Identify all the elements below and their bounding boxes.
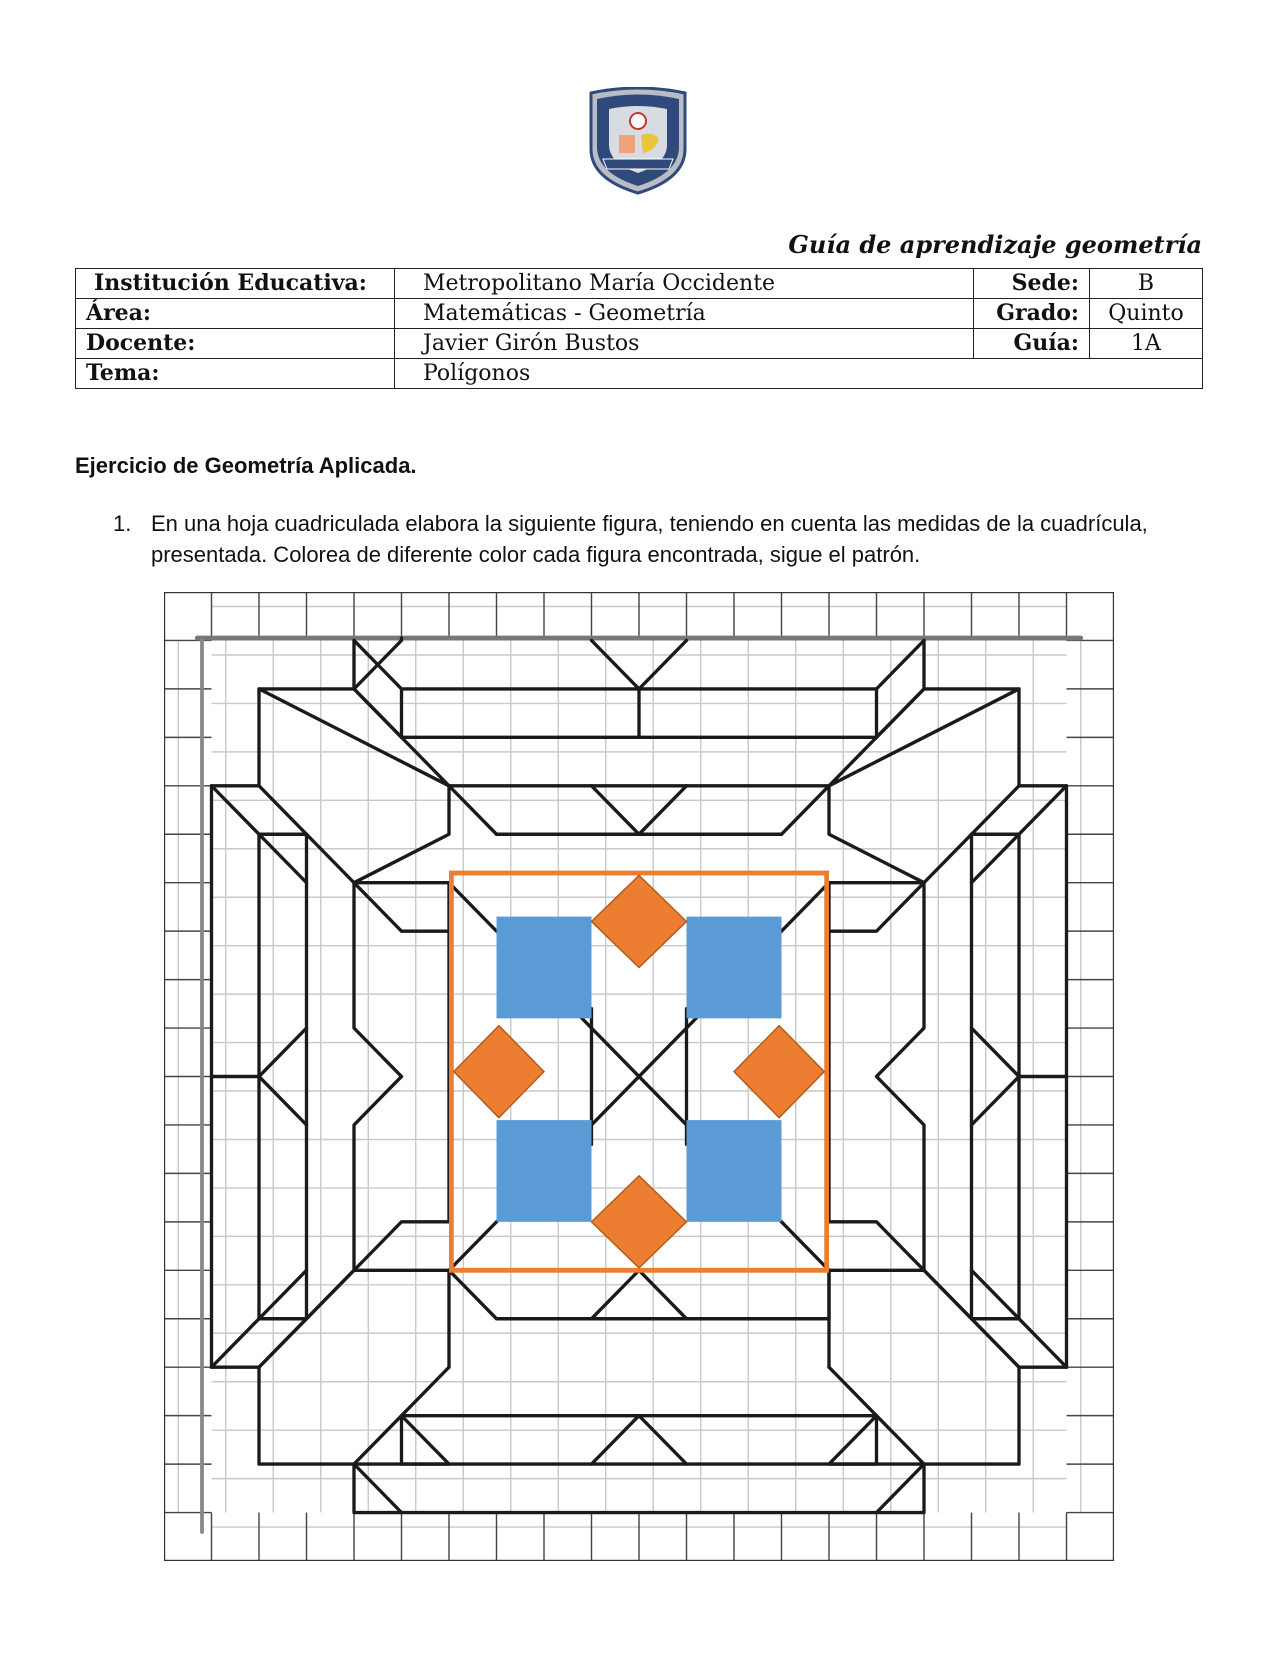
- table-row: [76, 359, 1203, 389]
- tema-label: Tema:: [76, 359, 395, 389]
- table-row: [76, 269, 1203, 299]
- geometry-pattern-figure: [164, 592, 1114, 1561]
- blue-square-bottom-right: [687, 1120, 782, 1222]
- table-row: [76, 329, 1203, 359]
- sede-value: B: [1090, 269, 1203, 299]
- blue-square-top-right: [687, 917, 782, 1019]
- item-number: 1.: [113, 511, 132, 536]
- guia-value: 1A: [1090, 329, 1203, 359]
- blue-square-bottom-left: [497, 1120, 592, 1222]
- grado-value: Quinto: [1090, 299, 1203, 329]
- blue-square-top-left: [497, 917, 592, 1019]
- info-table: [75, 268, 1203, 389]
- docente-value: Javier Girón Bustos: [395, 329, 974, 359]
- area-value: Matemáticas - Geometría: [395, 299, 974, 329]
- exercise-title: Ejercicio de Geometría Aplicada.: [75, 453, 417, 478]
- grado-label: Grado:: [974, 299, 1090, 329]
- sede-label: Sede:: [974, 269, 1090, 299]
- institution-value: Metropolitano María Occidente: [395, 269, 974, 299]
- guia-label: Guía:: [974, 329, 1090, 359]
- item-text: En una hoja cuadriculada elabora la siguiente figura, teniendo en cuenta las medidas de la cuadrícula, presentada. Colorea de diferente color cada figura encontrada, sigue el patrón.: [151, 511, 1148, 567]
- table-row: [76, 299, 1203, 329]
- tema-value: Polígonos: [395, 359, 1203, 389]
- docente-label: Docente:: [76, 329, 395, 359]
- guide-title: Guía de aprendizaje geometría: [788, 230, 1202, 259]
- area-label: Área:: [76, 299, 395, 329]
- school-crest-logo: [583, 87, 693, 197]
- institution-label: Institución Educativa:: [76, 269, 395, 299]
- exercise-item: [113, 508, 1173, 570]
